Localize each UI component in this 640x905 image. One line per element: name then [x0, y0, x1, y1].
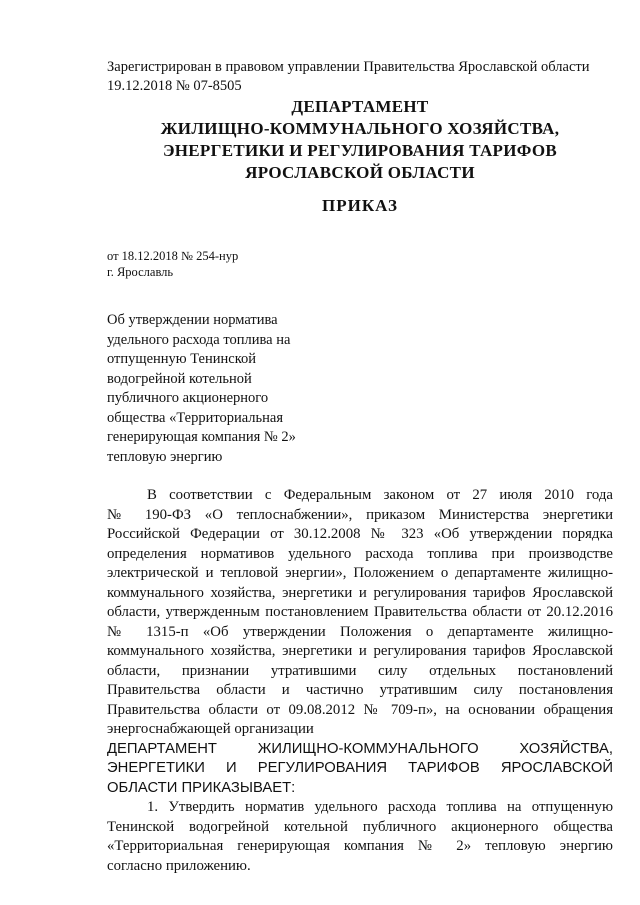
- preamble-line: Российской Федерации от 30.12.2008 № 323 «Об утверждении порядка: [107, 526, 613, 542]
- subject-line: публичного акционерного: [107, 390, 269, 406]
- preamble-line: коммунального хозяйства, энергетики и регулирования тарифов Ярославской: [107, 584, 613, 601]
- subject-line: водогрейной котельной: [107, 370, 252, 387]
- date-number: от 18.12.2018 № 254-нур: [107, 249, 239, 263]
- preamble-line: электрической и тепловой энергии», Положением о департаменте жилищно-: [107, 565, 613, 581]
- item1-line: Тенинской водогрейной котельной публичного акционерного общества: [107, 818, 613, 835]
- preamble-line: области, признании утратившими силу отдельных постановлений: [107, 662, 613, 679]
- preamble-line: Правительства области и частично утратившим силу постановления: [107, 682, 613, 698]
- preamble-line: В соответствии с Федеральным законом от 27 июля 2010 года: [147, 487, 613, 503]
- registration-line: 19.12.2018 № 07-8505: [107, 78, 242, 94]
- order-caps-line: ОБЛАСТИ ПРИКАЗЫВАЕТ:: [107, 779, 296, 796]
- department-heading: [120, 96, 600, 184]
- preamble-line: коммунального хозяйства, энергетики и регулирования тарифов Ярославской: [107, 643, 613, 659]
- item1-line: согласно приложению.: [107, 857, 251, 874]
- registration-line: Зарегистрирован в правовом управлении Правительства Ярославской области: [107, 59, 590, 75]
- department-heading-line: ЭНЕРГЕТИКИ И РЕГУЛИРОВАНИЯ ТАРИФОВ: [162, 141, 558, 160]
- department-heading-line: ЖИЛИЩНО-КОММУНАЛЬНОГО ХОЗЯЙСТВА,: [160, 119, 560, 138]
- department-heading-line: ЯРОСЛАВСКОЙ ОБЛАСТИ: [245, 163, 475, 182]
- registration-note: [107, 58, 627, 96]
- subject-line: тепловую энергию: [107, 448, 223, 465]
- subject-line: генерирующая компания № 2»: [107, 429, 296, 445]
- preamble-line: Правительства области от 09.08.2012 № 709-п», на основании обращения: [107, 701, 613, 718]
- subject-line: удельного расхода топлива на: [107, 331, 291, 348]
- subject-line: Об утверждении норматива: [107, 312, 278, 328]
- subject-line: отпущенную Тенинской: [107, 351, 257, 367]
- item1-line: 1. Утвердить норматив удельного расхода топлива на отпущенную: [147, 799, 613, 815]
- city: г. Ярославль: [107, 265, 174, 279]
- order-subject: [107, 311, 347, 467]
- item1-line: «Территориальная генерирующая компания № 2» тепловую энергию: [107, 838, 613, 854]
- department-heading-line: ДЕПАРТАМЕНТ: [291, 97, 429, 116]
- subject-line: общества «Территориальная: [107, 409, 284, 426]
- preamble-line: № 190-ФЗ «О теплоснабжении», приказом Министерства энергетики: [107, 506, 613, 523]
- order-caps-line: ЭНЕРГЕТИКИ И РЕГУЛИРОВАНИЯ ТАРИФОВ ЯРОСЛАВСКОЙ: [107, 760, 613, 776]
- preamble-line: энергоснабжающей организации: [107, 721, 314, 737]
- order-caps-line: ДЕПАРТАМЕНТ ЖИЛИЩНО-КОММУНАЛЬНОГО ХОЗЯЙСТВА,: [107, 740, 613, 757]
- document-type-title: ПРИКАЗ: [322, 196, 398, 215]
- document-meta: [107, 248, 238, 280]
- order-body: [107, 486, 613, 876]
- preamble-line: определения нормативов удельного расхода топлива при производстве: [107, 545, 613, 562]
- preamble-line: области, утвержденным постановлением Правительства области от 20.12.2016: [107, 604, 613, 620]
- preamble-line: № 1315-п «Об утверждении Положения о департаменте жилищно-: [107, 623, 613, 640]
